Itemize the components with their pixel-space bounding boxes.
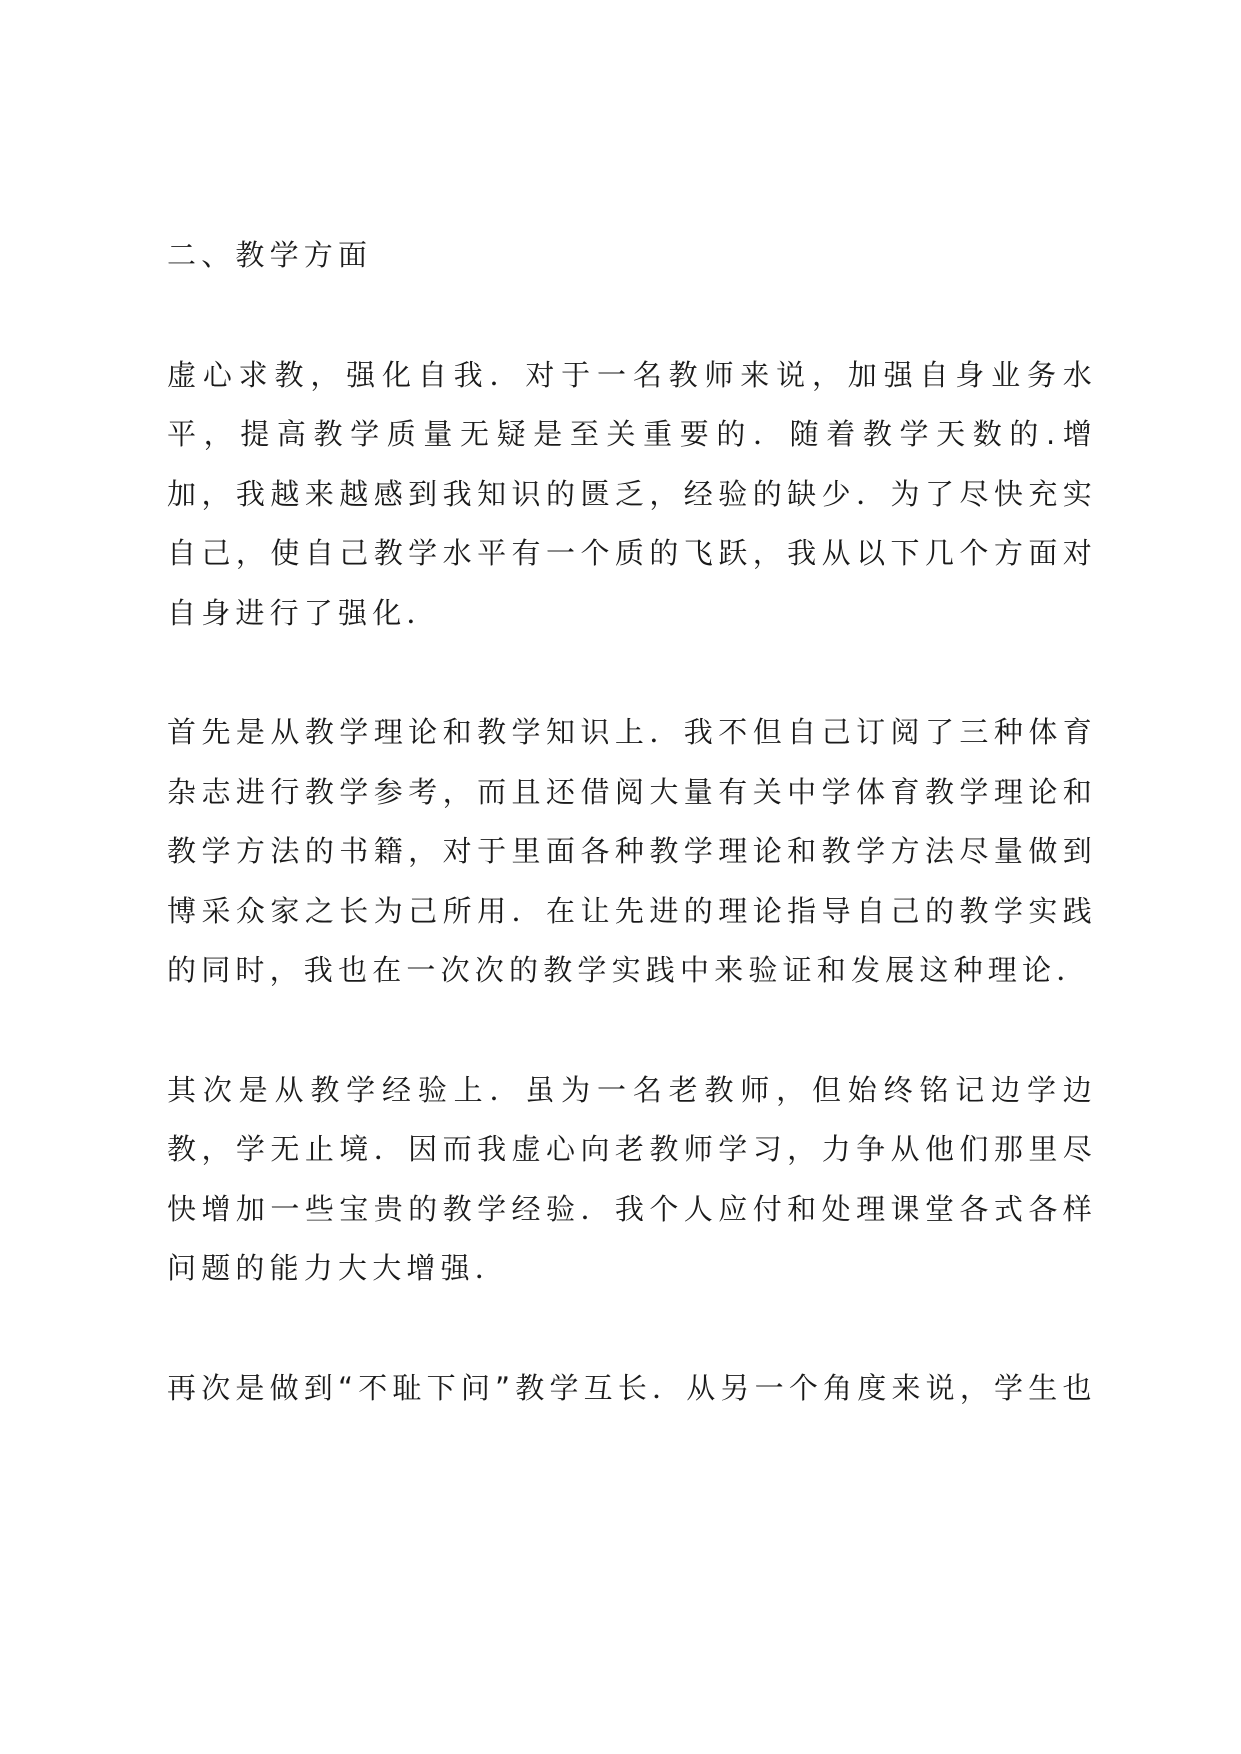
paragraph-2: 首先是从教学理论和教学知识上．我不但自己订阅了三种体育杂志进行教学参考，而且还借阅大量有关中学体育教学理论和教学方法的书籍，对于里面各种教学理论和教学方法尽量做到博采众家之长为己所用．在让先进的理论指导自己的教学实践的同时，我也在一次次的教学实践中来验证和发展这种理论． bbox=[167, 715, 1097, 987]
paragraph-3: 其次是从教学经验上．虽为一名老教师，但始终铭记边学边教，学无止境．因而我虚心向老教师学习，力争从他们那里尽快增加一些宝贵的教学经验．我个人应付和处理课堂各式各样问题的能力大大增强． bbox=[167, 1072, 1097, 1285]
paragraph-4: 再次是做到“不耻下问”教学互长．从另一个角度来说，学生也 bbox=[167, 1370, 1097, 1405]
document-body bbox=[167, 226, 1097, 1418]
paragraph-1: 虚心求教，强化自我．对于一名教师来说，加强自身业务水平，提高教学质量无疑是至关重要的．随着教学天数的.增加，我越来越感到我知识的匮乏，经验的缺少．为了尽快充实自己，使自己教学水平有一个质的飞跃，我从以下几个方面对自身进行了强化． bbox=[167, 357, 1097, 630]
section-heading: 二、教学方面 bbox=[167, 238, 373, 272]
